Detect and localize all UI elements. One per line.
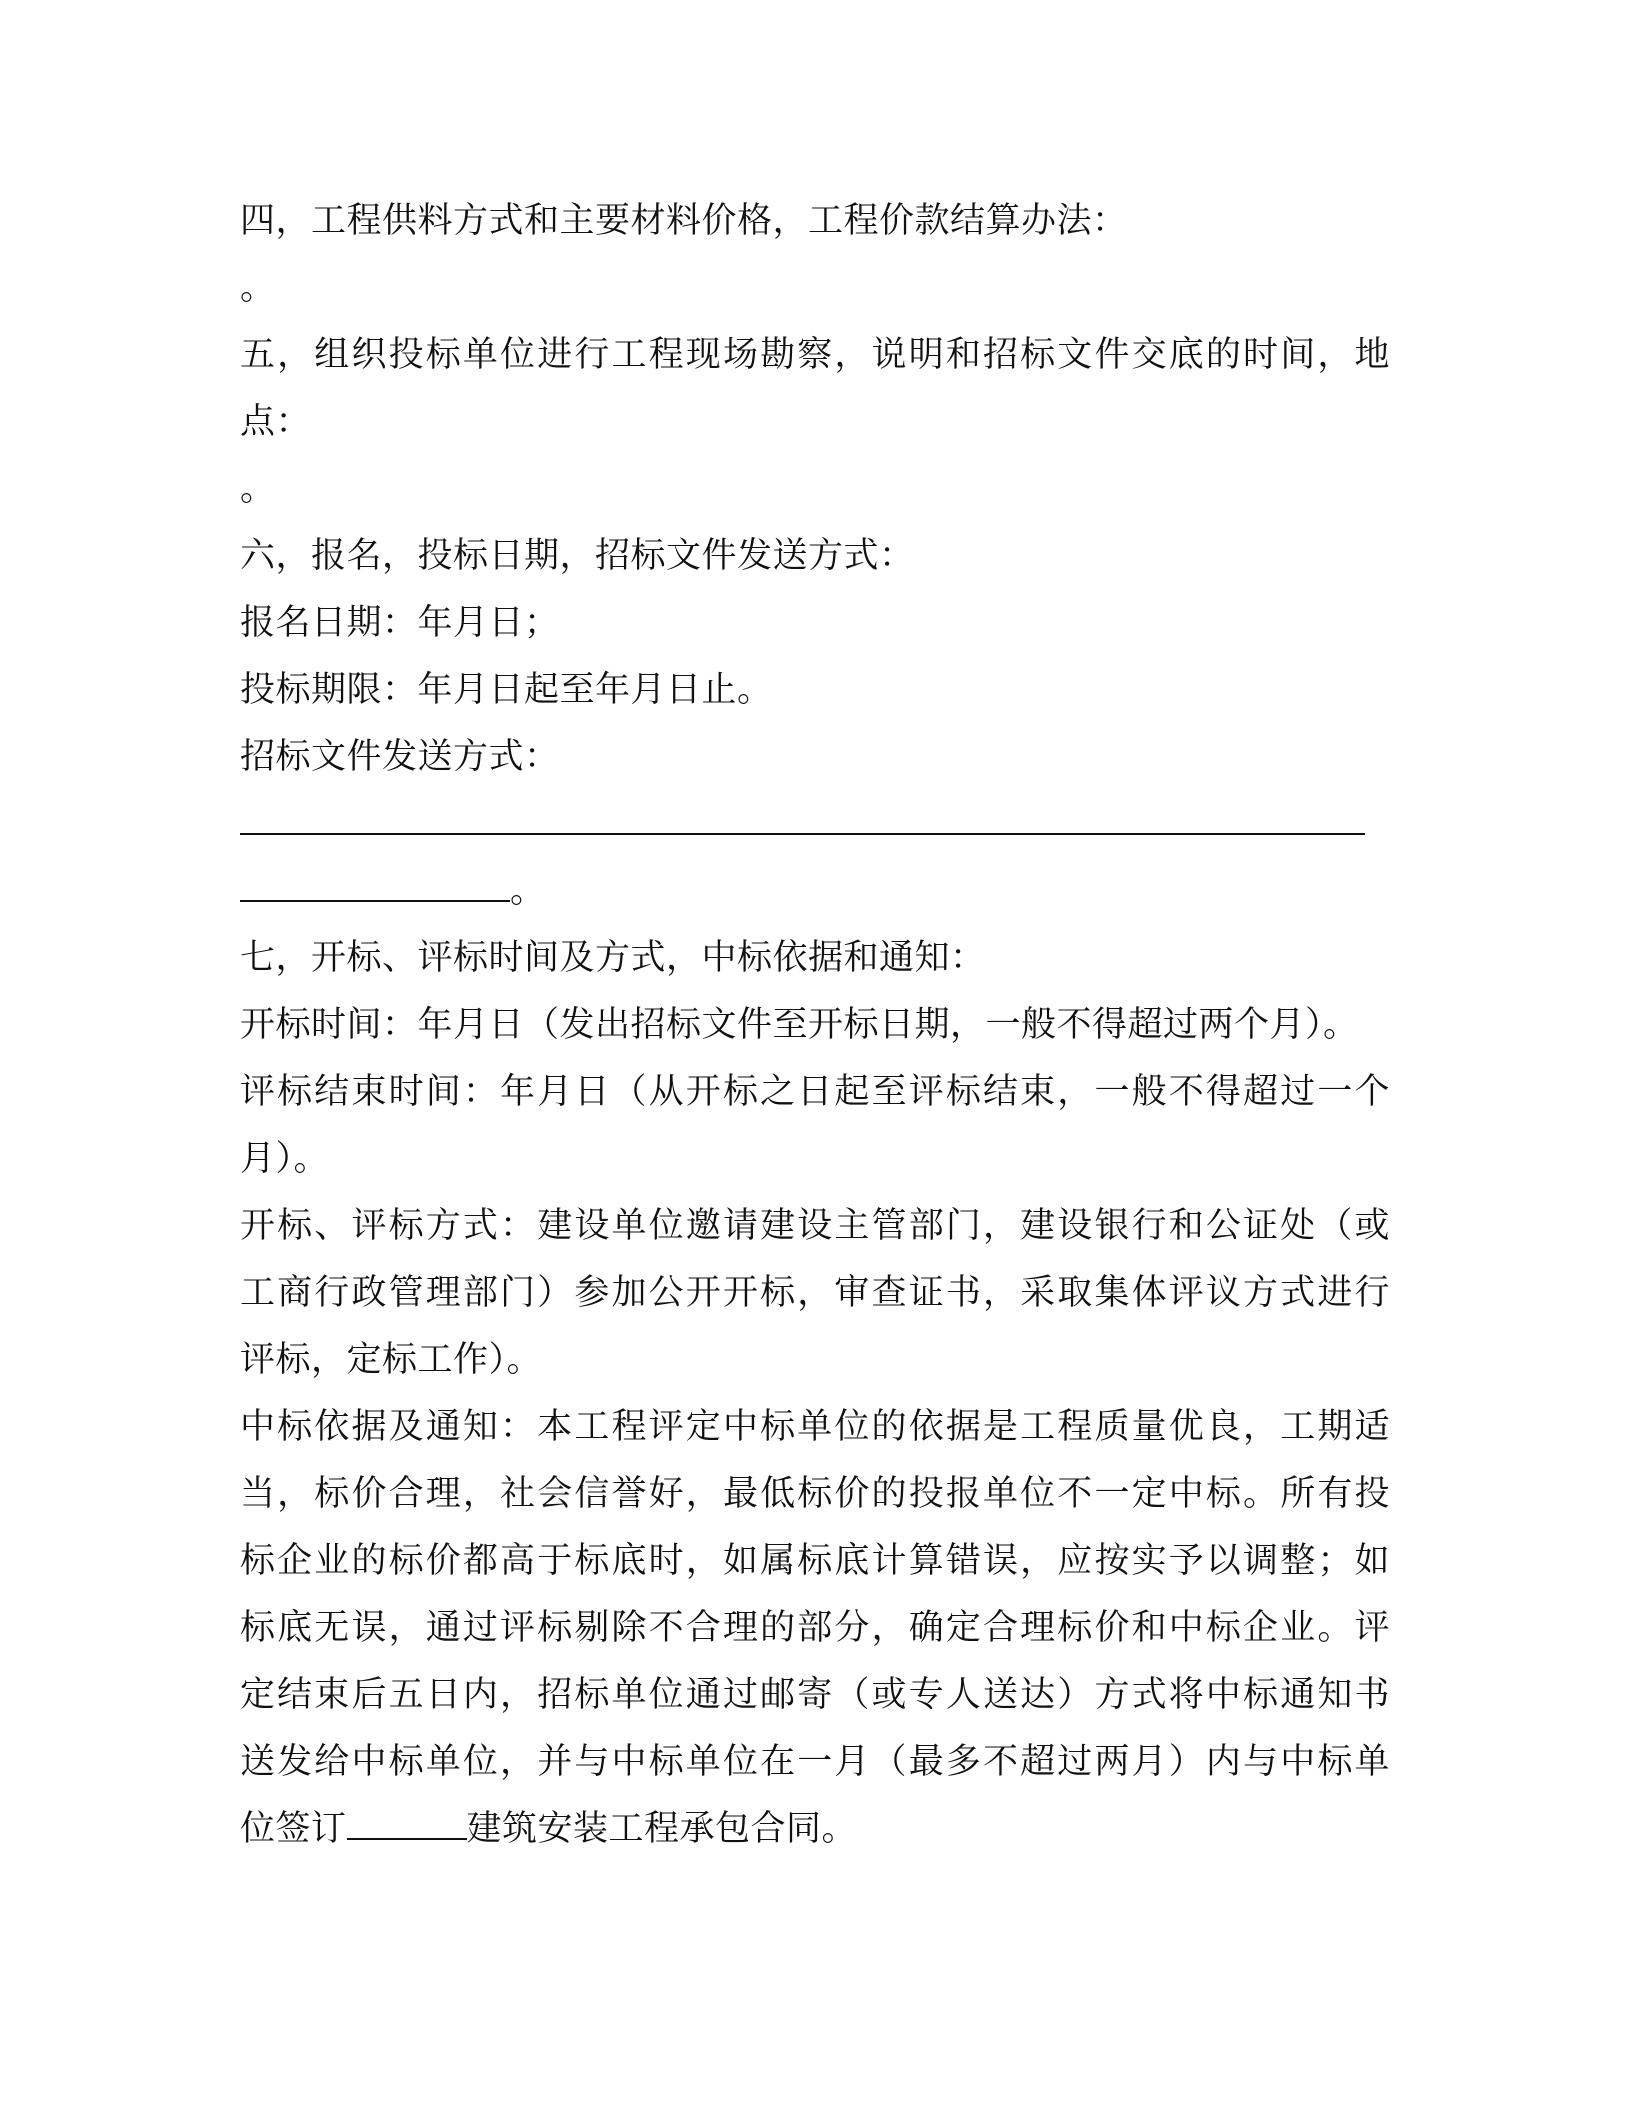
document-page xyxy=(240,188,1390,1863)
section-7-heading: 七，开标、评标时间及方式，中标依据和通知： xyxy=(240,938,986,978)
award-basis-line-5: 定结束后五日内，招标单位通过邮寄（或专人送达）方式将中标通知书 xyxy=(240,1675,1390,1715)
section-6-heading: 六，报名，投标日期，招标文件发送方式： xyxy=(240,536,915,576)
award-basis-line-3: 标企业的标价都高于标底时，如属标底计算错误，应按实予以调整；如 xyxy=(240,1541,1390,1581)
fill-in-blank-mid xyxy=(240,864,510,902)
award-basis-line-7 xyxy=(240,1796,1390,1863)
sign-contract-prefix: 位签订 xyxy=(240,1809,347,1849)
delivery-method-blank-line xyxy=(240,791,1390,858)
fill-in-blank-short xyxy=(347,1802,467,1840)
evaluation-method-line-1: 开标、评标方式：建设单位邀请建设主管部门，建设银行和公证处（或 xyxy=(240,1206,1390,1246)
period-mark: 。 xyxy=(510,871,546,911)
fill-in-blank-long xyxy=(240,797,1365,835)
award-basis-line-4: 标底无误，通过评标剔除不合理的部分，确定合理标价和中标企业。评 xyxy=(240,1608,1390,1648)
delivery-method-blank-end xyxy=(240,858,1390,925)
bidding-period: 投标期限：年月日起至年月日止。 xyxy=(240,670,773,710)
award-basis-line-6: 送发给中标单位，并与中标单位在一月（最多不超过两月）内与中标单 xyxy=(240,1742,1390,1782)
section-5-end: 。 xyxy=(240,469,276,509)
award-basis-line-1: 中标依据及通知：本工程评定中标单位的依据是工程质量优良，工期适 xyxy=(240,1407,1390,1447)
evaluation-end-time-line-1: 评标结束时间：年月日（从开标之日起至评标结束，一般不得超过一个 xyxy=(240,1072,1390,1112)
section-4-end: 。 xyxy=(240,268,276,308)
bid-opening-time: 开标时间：年月日（发出招标文件至开标日期，一般不得超过两个月）。 xyxy=(240,1005,1359,1045)
section-5-heading-line-2: 点： xyxy=(240,402,312,442)
evaluation-method-line-2: 工商行政管理部门）参加公开开标，审查证书，采取集体评议方式进行 xyxy=(240,1273,1390,1313)
section-5-heading-line-1: 五，组织投标单位进行工程现场勘察，说明和招标文件交底的时间，地 xyxy=(240,335,1390,375)
registration-date: 报名日期：年月日； xyxy=(240,603,560,643)
document-delivery-method: 招标文件发送方式： xyxy=(240,737,560,777)
sign-contract-suffix: 建筑安装工程承包合同。 xyxy=(466,1809,858,1849)
award-basis-line-2: 当，标价合理，社会信誉好，最低标价的投报单位不一定中标。所有投 xyxy=(240,1474,1390,1514)
section-4-heading: 四，工程供料方式和主要材料价格，工程价款结算办法： xyxy=(240,201,1128,241)
evaluation-method-line-3: 评标，定标工作）。 xyxy=(240,1340,543,1380)
evaluation-end-time-line-2: 月）。 xyxy=(240,1139,330,1179)
